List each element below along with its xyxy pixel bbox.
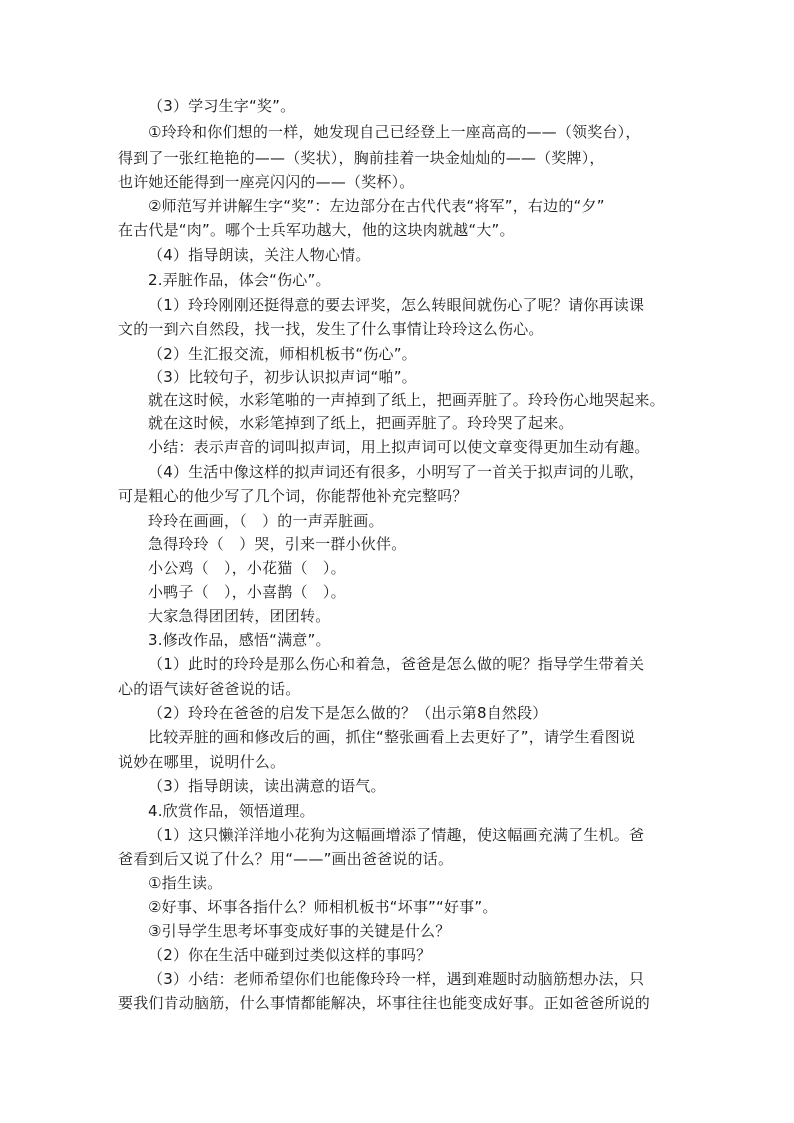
text-line: 急得玲玲（ ）哭，引来一群小伙伴。 <box>148 535 407 553</box>
text-line: 要我们肯动脑筋，什么事情都能解决，坏事往往也能变成好事。正如爸爸所说的 <box>118 994 651 1012</box>
text-line: 文的一到六自然段，找一找，发生了什么事情让玲玲这么伤心。 <box>118 320 544 338</box>
text-line: ②师范写并讲解生字“奖”：左边部分在古代代表“将军”，右边的“夕” <box>148 197 605 215</box>
text-line: ①玲玲和你们想的一样，她发现自己已经登上一座高高的——（领奖台）， <box>148 123 641 141</box>
text-line: （2）你在生活中碰到过类似这样的事吗？ <box>148 946 432 964</box>
text-line: 心的语气读好爸爸说的话。 <box>118 680 301 698</box>
text-line: 比较弄脏的画和修改后的画，抓住“整张画看上去更好了”，请学生看图说 <box>148 728 636 746</box>
text-line: （4）指导朗读，关注人物心情。 <box>148 246 371 264</box>
text-line: （3）指导朗读，读出满意的语气。 <box>148 777 386 795</box>
text-line: 2.弄脏作品，体会“伤心”。 <box>148 271 331 289</box>
text-line: 小公鸡（ ），小花猫（ ）。 <box>148 559 346 577</box>
text-line: 说妙在哪里，说明什么。 <box>118 753 286 771</box>
text-line: （1）这只懒洋洋地小花狗为这幅画增添了情趣，使这幅画充满了生机。爸 <box>148 826 645 844</box>
text-line: （2）生汇报交流，师相机板书“伤心”。 <box>148 345 417 363</box>
text-line: （3）学习生字“奖”。 <box>148 97 296 115</box>
text-line: ③引导学生思考坏事变成好事的关键是什么？ <box>148 922 451 940</box>
text-line: ①指生读。 <box>148 874 223 892</box>
text-line: 就在这时候，水彩笔啪的一声掉到了纸上，把画弄脏了。玲玲伤心地哭起来。 <box>148 391 665 409</box>
text-line: 可是粗心的他少写了几个词，你能帮他补充完整吗？ <box>118 487 468 505</box>
text-line: （1）玲玲刚刚还挺得意的要去评奖，怎么转眼间就伤心了呢？请你再读课 <box>148 296 645 314</box>
text-line: 也许她还能得到一座亮闪闪的——（奖杯）。 <box>118 173 415 191</box>
text-line: 3.修改作品，感悟“满意”。 <box>148 631 331 649</box>
text-line: 爸看到后又说了什么？用“——”画出爸爸说的话。 <box>118 850 454 868</box>
text-line: ②好事、坏事各指什么？师相机板书“坏事”“好事”。 <box>148 898 498 916</box>
text-line: （2）玲玲在爸爸的启发下是怎么做的？（出示第8自然段） <box>148 704 548 722</box>
text-line: 4.欣赏作品，领悟道理。 <box>148 802 315 820</box>
text-line: 在古代是“肉”。哪个士兵军功越大，他的这块肉就越“大”。 <box>118 221 515 239</box>
text-line: （3）小结：老师希望你们也能像玲玲一样，遇到难题时动脑筋想办法，只 <box>148 970 645 988</box>
text-line: 小鸭子（ ），小喜鹊（ ）。 <box>148 583 346 601</box>
text-line: 大家急得团团转，团团转。 <box>148 607 331 625</box>
text-line: （4）生活中像这样的拟声词还有很多，小明写了一首关于拟声词的儿歌， <box>148 463 645 481</box>
text-line: 小结：表示声音的词叫拟声词，用上拟声词可以使文章变得更加生动有趣。 <box>148 438 650 456</box>
text-line: 得到了一张红艳艳的——（奖状），胸前挂着一块金灿灿的——（奖牌）， <box>118 149 605 167</box>
text-line: 玲玲在画画，（ ）的一声弄脏画。 <box>148 512 384 530</box>
text-line: （1）此时的玲玲是那么伤心和着急，爸爸是怎么做的呢？指导学生带着关 <box>148 655 645 673</box>
text-line: （3）比较句子，初步认识拟声词“啪”。 <box>148 368 417 386</box>
text-line: 就在这时候，水彩笔掉到了纸上，把画弄脏了。玲玲哭了起来。 <box>148 414 574 432</box>
